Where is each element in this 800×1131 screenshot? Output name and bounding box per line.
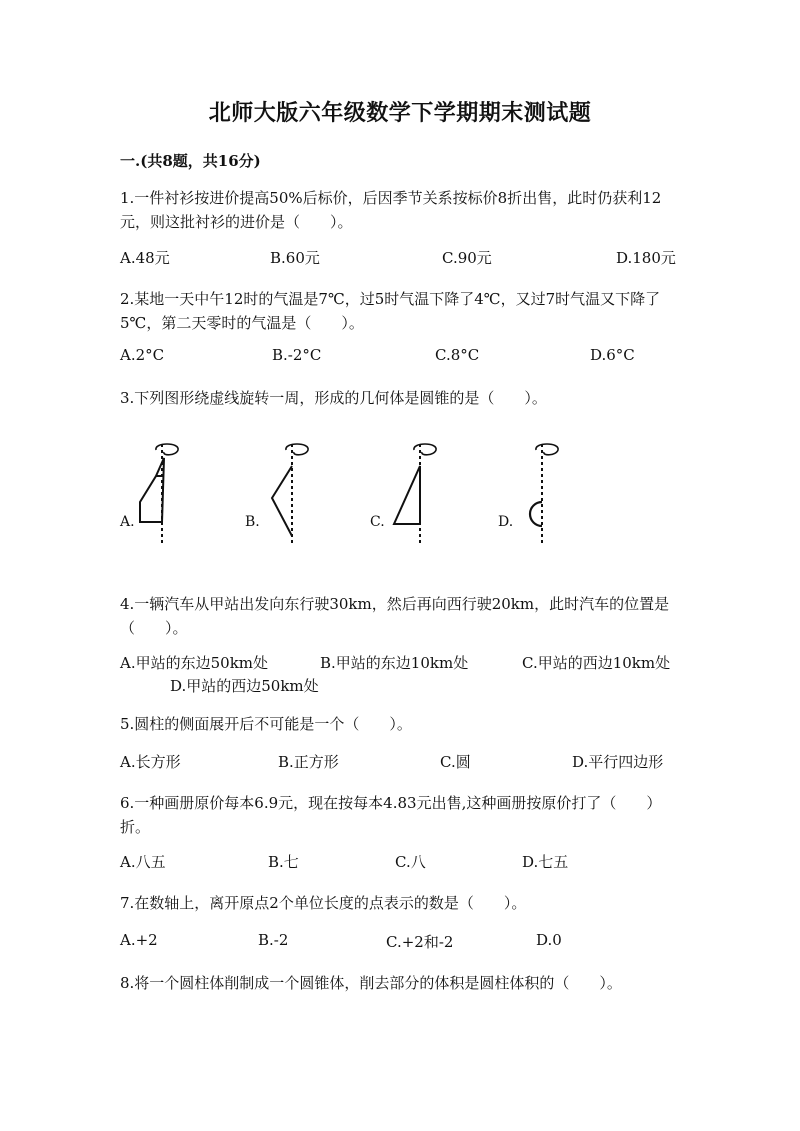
option-d[interactable]: D.180元 xyxy=(616,249,676,267)
question-6: 6.一种画册原价每本6.9元，现在按每本4.83元出售,这种画册按原价打了（ ）折。 xyxy=(120,794,662,836)
question-1: 1.一件衬衫按进价提高50%后标价，后因季节关系按标价8折出售，此时仍获利12元，则这批衬衫的进价是（ ）。 xyxy=(120,189,662,231)
option-a[interactable]: A. xyxy=(120,514,135,530)
option-d[interactable]: D.甲站的西边50km处 xyxy=(170,677,319,695)
figure-b-triangle-pair xyxy=(262,440,322,550)
question-6-options xyxy=(120,851,685,875)
option-a[interactable]: A.2°C xyxy=(120,346,165,364)
option-b[interactable]: B. xyxy=(245,514,260,530)
option-a[interactable]: A.+2 xyxy=(120,931,158,949)
question-3-figures xyxy=(120,440,680,555)
option-c[interactable]: C.8°C xyxy=(435,346,480,364)
option-a[interactable]: A.长方形 xyxy=(120,753,181,771)
question-5: 5.圆柱的侧面展开后不可能是一个（ ）。 xyxy=(120,715,412,733)
option-b[interactable]: B.-2 xyxy=(258,931,289,949)
option-c[interactable]: C. xyxy=(370,514,385,530)
question-5-options xyxy=(120,751,685,775)
option-c[interactable]: C.+2和-2 xyxy=(386,933,454,951)
question-2: 2.某地一天中午12时的气温是7℃，过5时气温下降了4℃，又过7时气温又下降了5℃，第二天零时的气温是（ ）。 xyxy=(120,290,661,332)
question-8: 8.将一个圆柱体削制成一个圆锥体，削去部分的体积是圆柱体积的（ ）。 xyxy=(120,974,622,992)
option-c[interactable]: C.八 xyxy=(395,853,426,871)
option-b[interactable]: B.60元 xyxy=(270,249,320,267)
section-heading: 一.(共8题，共16分) xyxy=(120,152,261,170)
question-1-options xyxy=(120,247,685,271)
question-2-options xyxy=(120,346,685,370)
option-a[interactable]: A.甲站的东边50km处 xyxy=(120,654,269,672)
question-4-options-row-2 xyxy=(120,675,685,699)
option-a[interactable]: A.48元 xyxy=(120,249,170,267)
question-4: 4.一辆汽车从甲站出发向东行驶30km，然后再向西行驶20km，此时汽车的位置是（ ）。 xyxy=(120,595,670,637)
option-c[interactable]: C.90元 xyxy=(442,249,492,267)
question-7-options xyxy=(120,931,685,955)
question-4-options xyxy=(120,652,685,676)
figure-c-right-triangle xyxy=(388,440,448,550)
question-7: 7.在数轴上，离开原点2个单位长度的点表示的数是（ ）。 xyxy=(120,894,527,912)
option-b[interactable]: B.七 xyxy=(268,853,299,871)
option-a[interactable]: A.八五 xyxy=(120,853,166,871)
option-c[interactable]: C.甲站的西边10km处 xyxy=(522,654,671,672)
option-b[interactable]: B.甲站的东边10km处 xyxy=(320,654,469,672)
question-3: 3.下列图形绕虚线旋转一周，形成的几何体是圆锥的是（ ）。 xyxy=(120,389,547,407)
option-c[interactable]: C.圆 xyxy=(440,753,471,771)
page-title: 北师大版六年级数学下学期期末测试题 xyxy=(208,100,592,126)
option-b[interactable]: B.-2°C xyxy=(272,346,322,364)
option-d[interactable]: D.6°C xyxy=(590,346,635,364)
option-b[interactable]: B.正方形 xyxy=(278,753,339,771)
option-d[interactable]: D.平行四边形 xyxy=(572,753,664,771)
figure-d-semicircle xyxy=(514,440,574,550)
option-d[interactable]: D.七五 xyxy=(522,853,569,871)
option-d[interactable]: D. xyxy=(498,514,514,530)
figure-a-right-trapezoid xyxy=(134,440,194,550)
option-d[interactable]: D.0 xyxy=(536,931,562,949)
